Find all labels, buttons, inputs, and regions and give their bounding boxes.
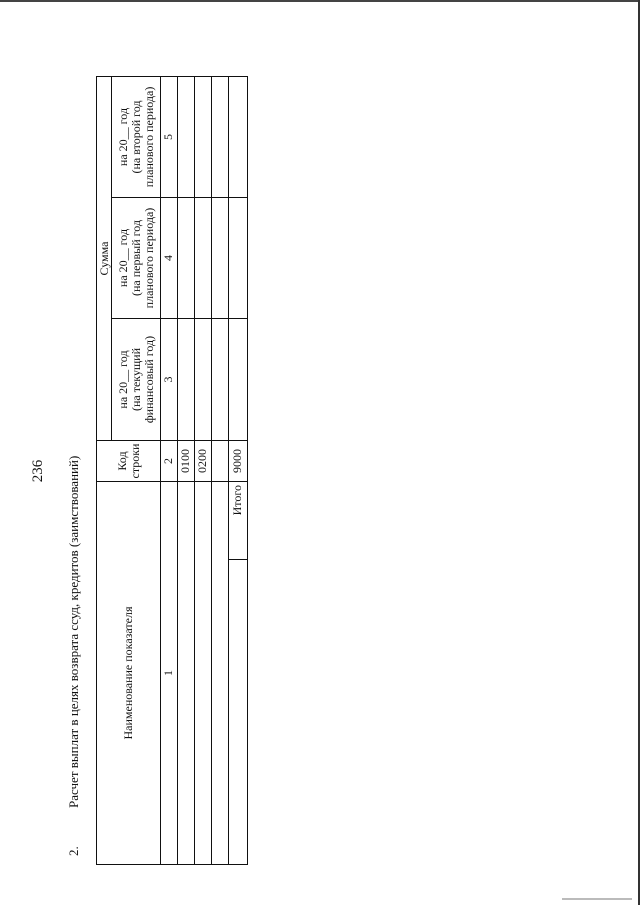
column-number-row	[161, 76, 177, 864]
row-value-cell	[177, 319, 194, 441]
row-value-cell	[194, 319, 211, 441]
payments-table	[96, 76, 248, 865]
page-number: 236	[30, 459, 46, 483]
row-value-cell	[194, 76, 211, 197]
total-code-cell: 9000	[228, 441, 247, 482]
row-name-cell	[177, 482, 194, 865]
total-row	[228, 76, 247, 864]
column-number: 3	[161, 319, 177, 441]
table-row	[194, 76, 211, 864]
total-value-cell	[228, 76, 247, 197]
total-blank-cell	[228, 560, 247, 865]
column-number: 1	[161, 482, 177, 865]
header-code: Код строки	[97, 441, 161, 482]
table-row	[211, 76, 228, 864]
header-first-plan-year: на 20__ год (на первый год планового периода)	[112, 198, 161, 319]
row-code-cell	[211, 441, 228, 482]
section-number: 2.	[66, 846, 81, 856]
column-number: 5	[161, 76, 177, 197]
header-current-year: на 20__ год (на текущий финансовый год)	[112, 319, 161, 441]
row-value-cell	[211, 76, 228, 197]
row-value-cell	[177, 198, 194, 319]
row-code-cell: 0100	[177, 441, 194, 482]
row-value-cell	[211, 319, 228, 441]
total-value-cell	[228, 319, 247, 441]
column-number: 2	[161, 441, 177, 482]
column-number: 4	[161, 198, 177, 319]
row-name-cell	[194, 482, 211, 865]
table-header-row	[97, 76, 112, 864]
row-name-cell	[211, 482, 228, 865]
row-value-cell	[177, 76, 194, 197]
row-value-cell	[194, 198, 211, 319]
row-code-cell: 0200	[194, 441, 211, 482]
header-second-plan-year: на 20__ год (на второй год планового периода)	[112, 76, 161, 197]
section-title: Расчет выплат в целях возврата ссуд, кредитов (заимствований)	[66, 455, 81, 808]
row-value-cell	[211, 198, 228, 319]
header-name: Наименование показателя	[97, 482, 161, 865]
total-label: Итого	[228, 482, 247, 560]
header-sum: Сумма	[97, 76, 112, 440]
table-row	[177, 76, 194, 864]
total-value-cell	[228, 198, 247, 319]
